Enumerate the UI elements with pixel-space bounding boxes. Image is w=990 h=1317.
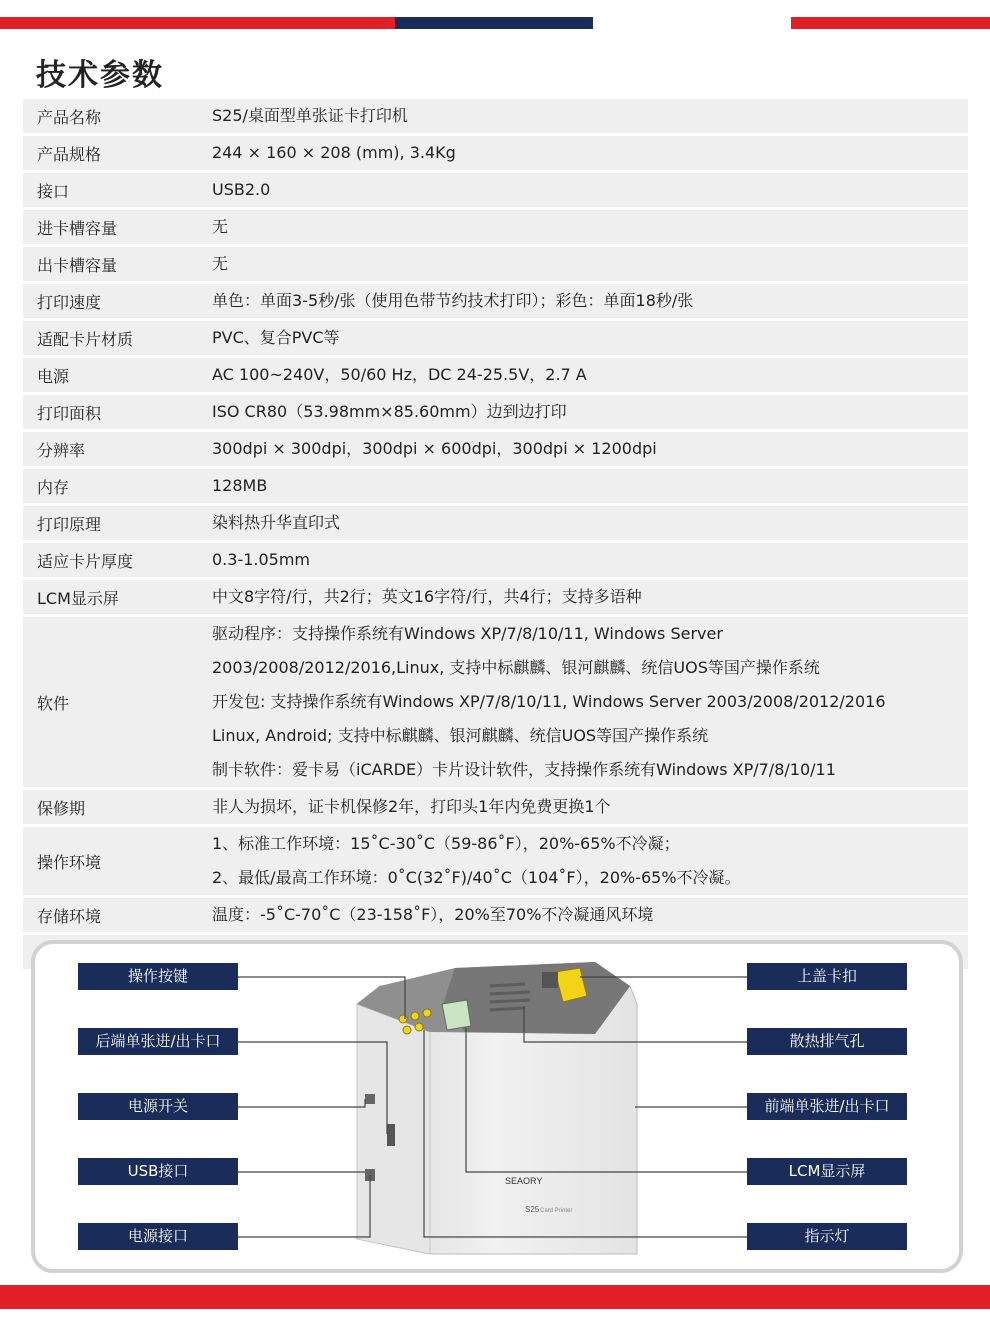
spec-table [23, 99, 968, 972]
spec-value-line: 244 × 160 × 208 (mm), 3.4Kg [212, 143, 456, 162]
latch-recess [542, 972, 558, 988]
label-operation-buttons: 操作按键 [78, 963, 238, 990]
spec-value-line: PVC、复合PVC等 [212, 328, 340, 347]
spec-value [199, 99, 968, 136]
spec-key: 软件 [23, 617, 199, 790]
label-power-switch: 电源开关 [78, 1093, 238, 1120]
spec-value [199, 543, 968, 580]
spec-value [199, 469, 968, 506]
spec-value [199, 395, 968, 432]
spec-value-line: ISO CR80（53.98mm×85.60mm）边到边打印 [212, 402, 567, 421]
spec-value-line: 单色：单面3-5秒/张（使用色带节约技术打印）；彩色：单面18秒/张 [212, 291, 694, 310]
spec-value-line: AC 100~240V，50/60 Hz，DC 24-25.5V，2.7 A [212, 365, 587, 384]
spec-key: 内存 [23, 469, 199, 506]
bottom-stripe [0, 1285, 990, 1309]
spec-key: 打印原理 [23, 506, 199, 543]
spec-value [199, 173, 968, 210]
top-stripe-red-right [791, 17, 990, 29]
spec-value [199, 506, 968, 543]
spec-value-line: 无 [212, 217, 229, 236]
spec-key: 存储环境 [23, 898, 199, 935]
spec-row [23, 580, 968, 617]
spec-value-line: 温度：-5˚C-70˚C（23-158˚F），20%至70%不冷凝通风环境 [212, 905, 654, 924]
lcm-display [442, 1000, 471, 1030]
spec-value [199, 432, 968, 469]
spec-row [23, 827, 968, 898]
spec-value [199, 284, 968, 321]
spec-value [199, 136, 968, 173]
spec-row [23, 506, 968, 543]
power-switch [365, 1094, 375, 1104]
spec-row [23, 543, 968, 580]
printer-brand-text: SEAORY [505, 1176, 543, 1186]
spec-value-line: 制卡软件：爱卡易（iCARDE）卡片设计软件，支持操作系统有Windows XP/7/8/10/11 [212, 760, 836, 779]
spec-key: 电源 [23, 358, 199, 395]
top-stripe-navy [395, 17, 593, 29]
spec-value [199, 358, 968, 395]
label-usb-port: USB接口 [78, 1158, 238, 1185]
spec-value-line: 300dpi × 300dpi，300dpi × 600dpi，300dpi × 1200dpi [212, 439, 657, 458]
label-rear-card-slot: 后端单张进/出卡口 [78, 1028, 238, 1055]
spec-row [23, 284, 968, 321]
spec-row [23, 99, 968, 136]
diagram-panel [31, 940, 963, 1273]
spec-value-line: Linux, Android; 支持中标麒麟、银河麒麟、统信UOS等国产操作系统 [212, 726, 709, 745]
spec-key: 产品规格 [23, 136, 199, 173]
label-top-cover-latch: 上盖卡扣 [747, 963, 907, 990]
spec-row [23, 469, 968, 506]
spec-key: 适应卡片厚度 [23, 543, 199, 580]
printer-model-subtext: Card Printer [540, 1208, 573, 1214]
rear-card-slot [387, 1124, 395, 1146]
spec-row [23, 432, 968, 469]
spec-value-line: 开发包: 支持操作系统有Windows XP/7/8/10/11, Windows Server 2003/2008/2012/2016 [212, 692, 886, 711]
spec-value-line: 1、标准工作环境：15˚C-30˚C（59-86˚F），20%-65%不冷凝； [212, 834, 680, 853]
label-power-port: 电源接口 [78, 1223, 238, 1250]
spec-value-line: 128MB [212, 476, 268, 495]
spec-row [23, 790, 968, 827]
spec-value-line: 无 [212, 254, 229, 273]
top-stripe-red-left [0, 17, 395, 29]
spec-key: 打印速度 [23, 284, 199, 321]
spec-key: 进卡槽容量 [23, 210, 199, 247]
spec-key: 操作环境 [23, 827, 199, 898]
page-title: 技术参数 [36, 58, 164, 93]
spec-row [23, 247, 968, 284]
spec-value-line: 驱动程序：支持操作系统有Windows XP/7/8/10/11, Windows Server [212, 624, 723, 643]
spec-key: 出卡槽容量 [23, 247, 199, 284]
spec-value-line: S25/桌面型单张证卡打印机 [212, 106, 408, 125]
label-lcm-display: LCM显示屏 [747, 1158, 907, 1185]
spec-value [199, 617, 968, 790]
spec-value-line: 染料热升华直印式 [212, 513, 341, 532]
spec-row [23, 321, 968, 358]
spec-key: 适配卡片材质 [23, 321, 199, 358]
spec-key: 接口 [23, 173, 199, 210]
spec-key: 打印面积 [23, 395, 199, 432]
spec-value [199, 827, 968, 898]
spec-key: 分辨率 [23, 432, 199, 469]
spec-value-line: USB2.0 [212, 180, 271, 199]
spec-value-line: 2、最低/最高工作环境：0˚C(32˚F)/40˚C（104˚F），20%-65%不冷凝。 [212, 868, 741, 887]
spec-key: LCM显示屏 [23, 580, 199, 617]
spec-row [23, 395, 968, 432]
spec-row [23, 136, 968, 173]
spec-value-line: 中文8字符/行，共2行；英文16字符/行，共4行；支持多语种 [212, 587, 642, 606]
label-indicator-light: 指示灯 [747, 1223, 907, 1250]
spec-value [199, 580, 968, 617]
spec-value [199, 210, 968, 247]
spec-row [23, 210, 968, 247]
printer-model-text: S25 [525, 1205, 540, 1214]
spec-row [23, 898, 968, 935]
label-vent: 散热排气孔 [747, 1028, 907, 1055]
spec-value-line: 非人为损坏，证卡机保修2年，打印头1年内免费更换1个 [212, 797, 611, 816]
spec-key: 保修期 [23, 790, 199, 827]
spec-value [199, 898, 968, 935]
label-front-card-slot: 前端单张进/出卡口 [747, 1093, 907, 1120]
spec-value-line: 2003/2008/2012/2016,Linux, 支持中标麒麟、银河麒麟、统信UOS等国产操作系统 [212, 658, 820, 677]
spec-row [23, 617, 968, 790]
spec-row [23, 173, 968, 210]
spec-value [199, 321, 968, 358]
spec-value [199, 790, 968, 827]
spec-row [23, 358, 968, 395]
spec-value-line: 0.3-1.05mm [212, 550, 311, 569]
spec-key: 产品名称 [23, 99, 199, 136]
spec-value [199, 247, 968, 284]
